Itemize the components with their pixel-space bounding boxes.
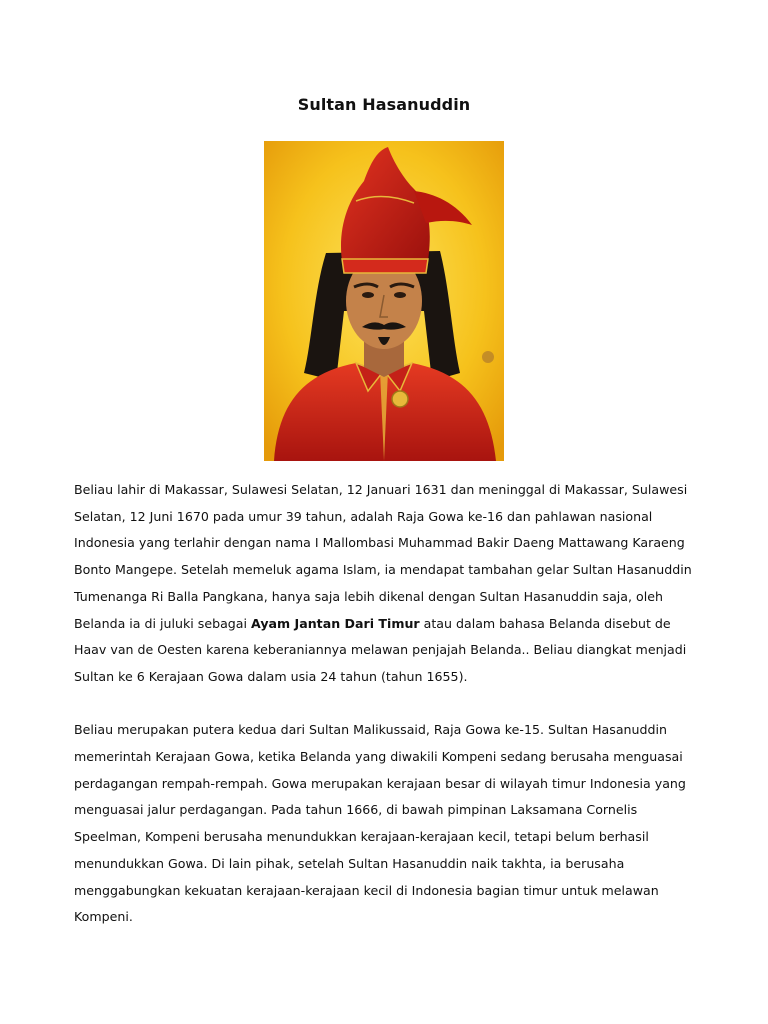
article-body: [74, 477, 699, 931]
paragraph-1: Beliau lahir di Makassar, Sulawesi Selatan, 12 Januari 1631 dan meninggal di Makassar, Sulawesi Selatan, 12 Juni 1670 pada umur 39 tahun, adalah Raja Gowa ke-16 dan pahlawan nasional Indonesia yang terlahir dengan nama I Mallombasi Muhammad Bakir Daeng Mattawang Karaeng Bonto Mangepe. Setelah memeluk agama Islam, ia mendapat tambahan gelar Sultan Hasanuddin Tumenanga Ri Balla Pangkana, hanya saja lebih dikenal dengan Sultan Hasanuddin saja, oleh Belanda ia di juluki sebagai Ayam Jantan Dari Timur atau dalam bahasa Belanda disebut de Haav van de Oesten karena keberaniannya melawan penjajah Belanda.. Beliau diangkat menjadi Sultan ke 6 Kerajaan Gowa dalam usia 24 tahun (tahun 1655).: [74, 482, 692, 684]
signature-seal: [482, 351, 494, 363]
paragraph-2: Beliau merupakan putera kedua dari Sultan Malikussaid, Raja Gowa ke-15. Sultan Hasanuddin memerintah Kerajaan Gowa, ketika Belanda yang diwakili Kompeni sedang berusaha menguasai perdagangan rempah-rempah. Gowa merupakan kerajaan besar di wilayah timur Indonesia yang menguasai jalur perdagangan. Pada tahun 1666, di bawah pimpinan Laksamana Cornelis Speelman, Kompeni berusaha menundukkan kerajaan-kerajaan kecil, tetapi belum berhasil menundukkan Gowa. Di lain pihak, setelah Sultan Hasanuddin naik takhta, ia berusaha menggabungkan kekuatan kerajaan-kerajaan kecil di Indonesia bagian timur untuk melawan Kompeni.: [74, 722, 686, 925]
page-title: Sultan Hasanuddin: [297, 95, 471, 114]
portrait-image: [264, 141, 504, 461]
bold-phrase: Ayam Jantan Dari Timur: [251, 615, 420, 631]
gold-brooch: [392, 391, 408, 407]
